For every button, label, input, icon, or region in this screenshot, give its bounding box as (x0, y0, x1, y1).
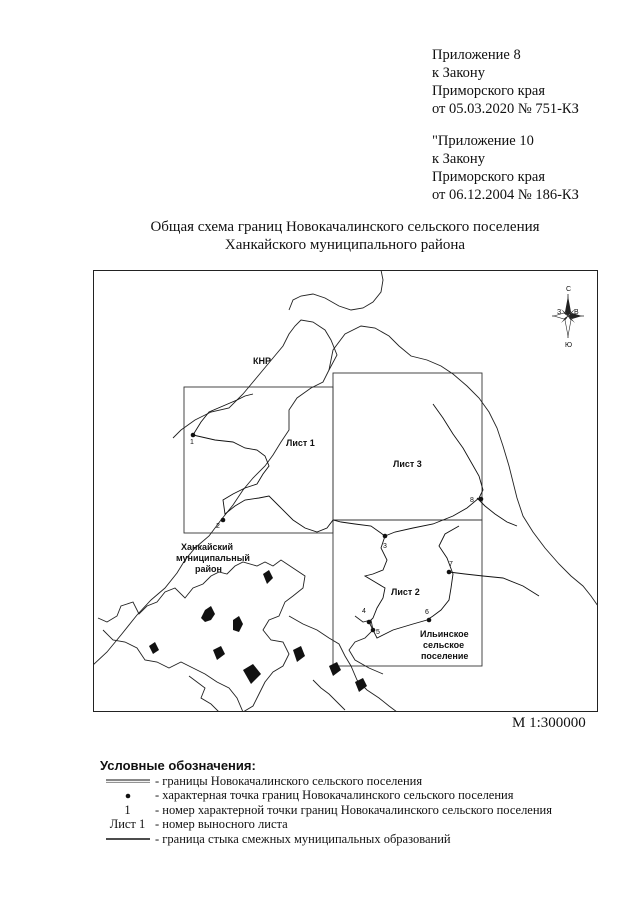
header-line: от 06.12.2004 № 186-КЗ (432, 187, 579, 203)
ilinsk-settlement-label: поселение (421, 651, 469, 661)
knr-label: КНР (253, 356, 271, 366)
legend-text: - номер характерной точки границ Новокачалинского сельского поселения (155, 802, 552, 817)
ilinsk-settlement-label: Ильинское (420, 629, 469, 639)
sheet-3-label: Лист 3 (393, 459, 422, 469)
appendix-8-header (432, 46, 579, 118)
point-number: 4 (362, 608, 366, 615)
point-number: 3 (383, 543, 387, 550)
boundary-line-icon (105, 778, 151, 784)
point-number: 8 (470, 497, 474, 504)
adjacent-boundary-line-icon (105, 836, 151, 842)
legend-item (100, 789, 552, 804)
legend-point-number-sample: 1 (124, 802, 131, 817)
ilinsk-settlement-label: сельское (423, 640, 465, 650)
point-number: 7 (449, 561, 453, 568)
header-line: Приморского края (432, 83, 546, 99)
map-scale: М 1:300000 (512, 715, 586, 731)
map-subtitle: Ханкайского муниципального района (224, 237, 466, 253)
sheet-2-label: Лист 2 (391, 587, 420, 597)
legend-item (100, 832, 552, 847)
compass-west: З (557, 309, 562, 316)
legend-text: - характерная точка границ Новокачалинского сельского поселения (155, 788, 514, 803)
khankai-district-label: Ханкайский (181, 542, 234, 552)
khankai-district-label: муниципальный (176, 553, 250, 563)
compass-east: В (574, 309, 579, 316)
khankai-district-label: район (195, 564, 222, 574)
header-line: к Закону (432, 65, 485, 81)
point-number: 1 (190, 439, 194, 446)
legend-item (100, 803, 552, 818)
header-line: от 05.03.2020 № 751-КЗ (432, 101, 579, 117)
legend-sheet-sample: Лист 1 (109, 817, 146, 832)
map-legend (100, 758, 552, 847)
header-line: "Приложение 10 (432, 133, 534, 149)
compass-north: С (566, 286, 572, 293)
sheet-1-label: Лист 1 (286, 438, 315, 448)
map-title: Общая схема границ Новокачалинского сельского поселения (150, 219, 540, 235)
legend-title: Условные обозначения: (100, 758, 256, 773)
legend-text: - номер выносного листа (155, 817, 288, 832)
legend-text: - граница стыка смежных муниципальных образований (155, 831, 451, 846)
appendix-10-header (432, 132, 579, 204)
point-number: 6 (425, 609, 429, 616)
legend-item (100, 818, 552, 833)
header-line: к Закону (432, 151, 485, 167)
compass-south: Ю (565, 342, 573, 349)
point-number: 2 (216, 523, 220, 530)
legend-item (100, 774, 552, 789)
header-line: Приморского края (432, 169, 546, 185)
point-dot-icon (124, 792, 132, 800)
point-number: 5 (376, 629, 380, 636)
header-line: Приложение 8 (432, 47, 521, 63)
map-frame (93, 270, 598, 712)
legend-text: - границы Новокачалинского сельского поселения (155, 773, 423, 788)
